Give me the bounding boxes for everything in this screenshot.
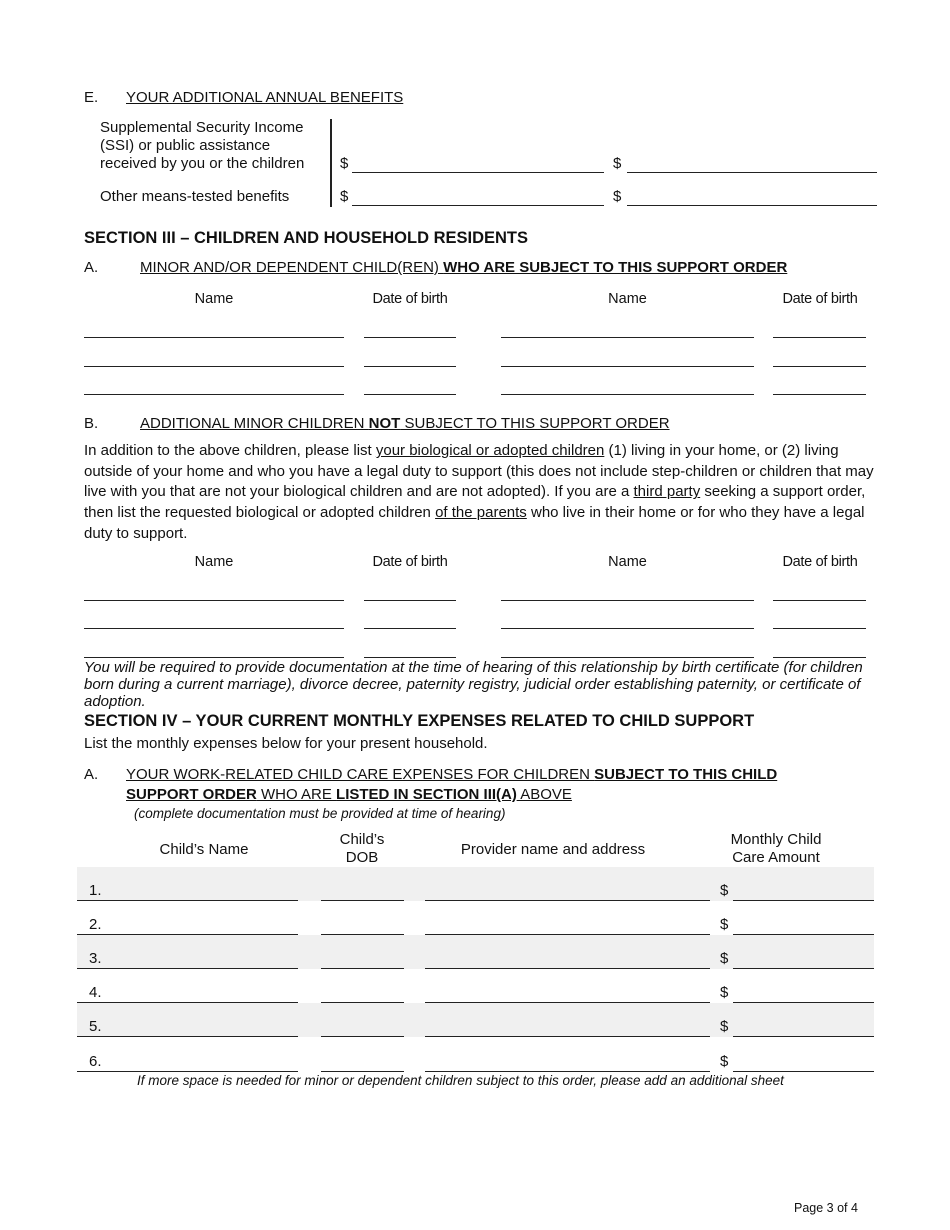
- section-iv-title: SECTION IV – YOUR CURRENT MONTHLY EXPENSES RELATED TO CHILD SUPPORT: [84, 712, 755, 730]
- child-care-dob-field[interactable]: [321, 934, 404, 935]
- col-name-header: Name: [608, 554, 647, 570]
- ssi-amount-field-1[interactable]: [352, 172, 604, 173]
- other-benefits-field-2[interactable]: [627, 205, 877, 206]
- care-amount-field[interactable]: [733, 1002, 874, 1003]
- child-care-dob-field[interactable]: [321, 1071, 404, 1072]
- child-care-dob-field[interactable]: [321, 968, 404, 969]
- child-dob-field[interactable]: [773, 394, 866, 395]
- col-name-header: Name: [194, 291, 234, 307]
- ssi-amount-field-2[interactable]: [627, 172, 877, 173]
- col-child-dob-header: Child’s DOB: [339, 831, 385, 866]
- documentation-required-note: (complete documentation must be provided at time of hearing): [134, 806, 506, 821]
- col-dob-header: Date of birth: [782, 554, 858, 570]
- documentation-note: You will be required to provide documentation at the time of hearing of this relationship by birth certificate (for children born during a current marriage), divorce decree, paternity registry, judicial order establishing paternity, or certificate of adoption.: [84, 659, 863, 710]
- col-dob-header: Date of birth: [372, 291, 448, 307]
- section-iv-a-title-line1: YOUR WORK-RELATED CHILD CARE EXPENSES FOR CHILDREN SUBJECT TO THIS CHILD: [126, 766, 778, 783]
- care-amount-field[interactable]: [733, 934, 874, 935]
- child-name-field[interactable]: [84, 657, 344, 658]
- currency-sign: $: [720, 916, 729, 933]
- child-dob-field[interactable]: [773, 366, 866, 367]
- child-name-field[interactable]: [501, 337, 754, 338]
- row-number: 5.: [89, 1018, 102, 1035]
- more-space-note: If more space is needed for minor or dependent children subject to this order, please add an additional sheet: [137, 1073, 784, 1088]
- provider-field[interactable]: [425, 968, 710, 969]
- provider-field[interactable]: [425, 1002, 710, 1003]
- provider-field[interactable]: [425, 1036, 710, 1037]
- child-name-field[interactable]: [84, 600, 344, 601]
- row-shading: [77, 1003, 874, 1037]
- currency-sign: $: [720, 1053, 729, 1070]
- benefits-divider: [330, 119, 332, 207]
- child-name-field[interactable]: [501, 366, 754, 367]
- care-amount-field[interactable]: [733, 900, 874, 901]
- care-amount-field[interactable]: [733, 1071, 874, 1072]
- col-dob-header: Date of birth: [782, 291, 858, 307]
- child-dob-field[interactable]: [364, 337, 456, 338]
- col-name-header: Name: [608, 291, 647, 307]
- child-dob-field[interactable]: [364, 628, 456, 629]
- child-name-field[interactable]: [501, 600, 754, 601]
- section-iii-b-instructions: In addition to the above children, please list your biological or adopted children (1) living in your home, or (2) living outside of your home and who you have a legal duty to support (this does not include step-children or children that may live with you that are not your biological children and are not adopted). If you are a third party seeking a support order, then list the requested biological or adopted children of the parents who live in their home or for who they have a legal duty to support.: [84, 442, 874, 542]
- child-name-field[interactable]: [84, 366, 344, 367]
- section-iii-b-letter: B.: [84, 415, 99, 432]
- section-e-letter: E.: [84, 89, 99, 106]
- currency-sign: $: [720, 984, 729, 1001]
- child-dob-field[interactable]: [364, 600, 456, 601]
- care-amount-field[interactable]: [733, 1036, 874, 1037]
- currency-sign: $: [340, 155, 349, 172]
- currency-sign: $: [613, 188, 622, 205]
- row-shading: [77, 867, 874, 901]
- child-care-dob-field[interactable]: [321, 1036, 404, 1037]
- row-shading: [77, 935, 874, 969]
- child-care-name-field[interactable]: [77, 1002, 298, 1003]
- child-care-name-field[interactable]: [77, 1071, 298, 1072]
- row-number: 2.: [89, 916, 102, 933]
- child-dob-field[interactable]: [773, 337, 866, 338]
- child-dob-field[interactable]: [364, 657, 456, 658]
- row-number: 1.: [89, 882, 102, 899]
- child-care-name-field[interactable]: [77, 900, 298, 901]
- section-iii-a-title: MINOR AND/OR DEPENDENT CHILD(REN) WHO ARE SUBJECT TO THIS SUPPORT ORDER: [140, 259, 788, 276]
- other-benefits-field-1[interactable]: [352, 205, 604, 206]
- currency-sign: $: [720, 1018, 729, 1035]
- care-amount-field[interactable]: [733, 968, 874, 969]
- child-name-field[interactable]: [501, 394, 754, 395]
- row-number: 6.: [89, 1053, 102, 1070]
- row-number: 4.: [89, 984, 102, 1001]
- child-care-dob-field[interactable]: [321, 1002, 404, 1003]
- child-dob-field[interactable]: [773, 628, 866, 629]
- child-care-name-field[interactable]: [77, 934, 298, 935]
- currency-sign: $: [720, 950, 729, 967]
- provider-field[interactable]: [425, 900, 710, 901]
- child-dob-field[interactable]: [773, 600, 866, 601]
- section-iv-a-title-line2: SUPPORT ORDER WHO ARE LISTED IN SECTION III(A) ABOVE: [126, 786, 572, 803]
- child-dob-field[interactable]: [364, 394, 456, 395]
- col-provider-header: Provider name and address: [460, 841, 646, 858]
- currency-sign: $: [720, 882, 729, 899]
- section-iv-a-letter: A.: [84, 766, 99, 783]
- section-iii-a-letter: A.: [84, 259, 99, 276]
- child-name-field[interactable]: [501, 657, 754, 658]
- currency-sign: $: [340, 188, 349, 205]
- currency-sign: $: [613, 155, 622, 172]
- child-care-dob-field[interactable]: [321, 900, 404, 901]
- child-dob-field[interactable]: [773, 657, 866, 658]
- section-iv-intro: List the monthly expenses below for your present household.: [84, 735, 488, 752]
- other-benefits-label: Other means-tested benefits: [100, 188, 290, 205]
- child-name-field[interactable]: [501, 628, 754, 629]
- provider-field[interactable]: [425, 934, 710, 935]
- section-iii-title: SECTION III – CHILDREN AND HOUSEHOLD RESIDENTS: [84, 229, 529, 247]
- child-care-name-field[interactable]: [77, 1036, 298, 1037]
- child-care-name-field[interactable]: [77, 968, 298, 969]
- row-number: 3.: [89, 950, 102, 967]
- child-dob-field[interactable]: [364, 366, 456, 367]
- col-child-name-header: Child’s Name: [159, 841, 249, 858]
- provider-field[interactable]: [425, 1071, 710, 1072]
- child-name-field[interactable]: [84, 337, 344, 338]
- child-name-field[interactable]: [84, 394, 344, 395]
- section-e-title: YOUR ADDITIONAL ANNUAL BENEFITS: [126, 89, 404, 106]
- child-name-field[interactable]: [84, 628, 344, 629]
- ssi-label: Supplemental Security Income (SSI) or public assistance received by you or the children: [100, 119, 305, 172]
- col-name-header: Name: [194, 554, 234, 570]
- page-number: Page 3 of 4: [794, 1201, 858, 1215]
- col-amount-header: Monthly Child Care Amount: [730, 831, 822, 866]
- col-dob-header: Date of birth: [372, 554, 448, 570]
- section-iii-b-title: ADDITIONAL MINOR CHILDREN NOT SUBJECT TO THIS SUPPORT ORDER: [140, 415, 670, 432]
